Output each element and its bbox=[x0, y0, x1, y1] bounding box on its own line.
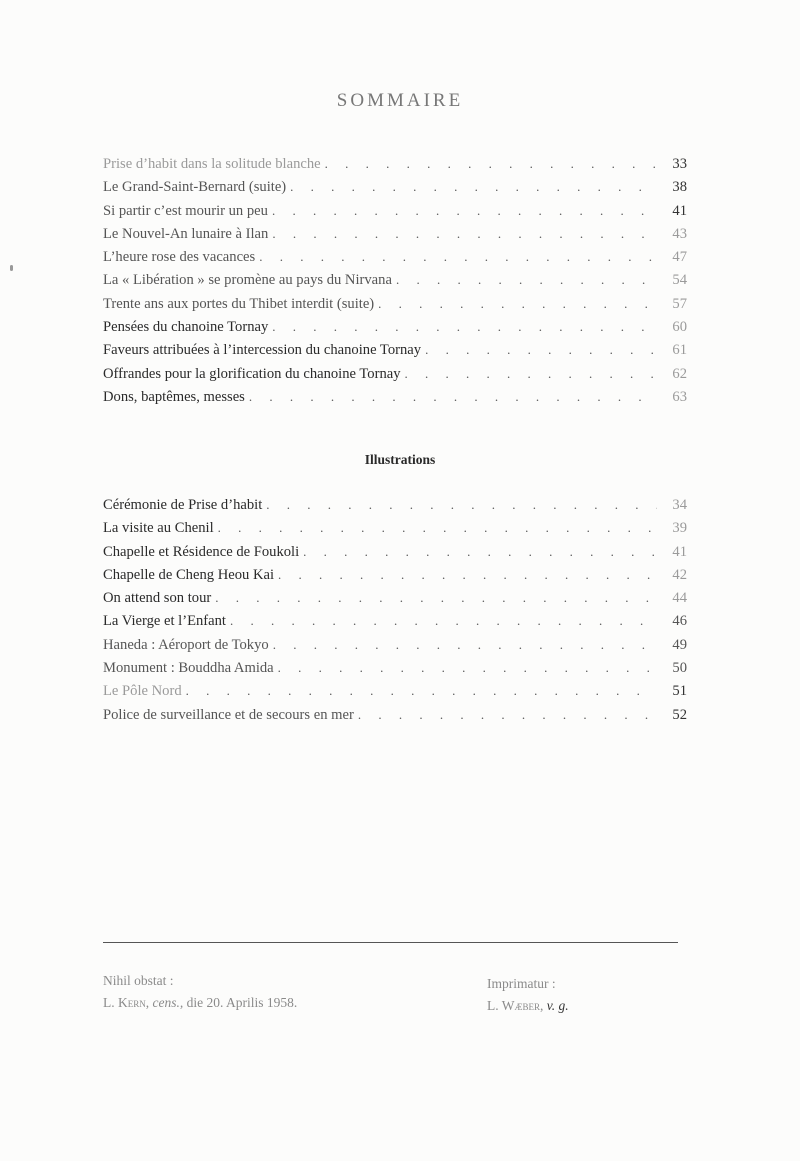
toc-page: 47 bbox=[672, 249, 687, 266]
toc-page: 43 bbox=[672, 225, 687, 242]
leader-dots bbox=[186, 679, 657, 702]
leader-dots bbox=[303, 540, 657, 563]
toc-title: Le Pôle Nord bbox=[103, 683, 182, 700]
leader-dots bbox=[425, 338, 657, 361]
leader-dots bbox=[215, 586, 657, 609]
toc-row bbox=[103, 152, 687, 175]
toc-row bbox=[103, 493, 687, 516]
toc-title: La « Libération » se promène au pays du Nirvana bbox=[103, 272, 392, 289]
toc-title: Monument : Bouddha Amida bbox=[103, 660, 274, 677]
toc-row bbox=[103, 222, 687, 245]
leader-dots bbox=[272, 315, 657, 338]
contents-list bbox=[103, 152, 687, 408]
toc-row bbox=[103, 385, 687, 408]
toc-row bbox=[103, 338, 687, 361]
toc-page: 57 bbox=[672, 295, 687, 312]
censor-date: die 20. Aprilis 1958. bbox=[186, 995, 298, 1010]
toc-page: 63 bbox=[672, 388, 687, 405]
toc-page: 42 bbox=[672, 566, 687, 583]
toc-row bbox=[103, 563, 687, 586]
toc-page: 54 bbox=[672, 272, 687, 289]
censor-line bbox=[103, 992, 297, 1014]
toc-title: Dons, baptêmes, messes bbox=[103, 388, 245, 405]
leader-dots bbox=[405, 362, 657, 385]
toc-row bbox=[103, 540, 687, 563]
illustrations-list bbox=[103, 493, 687, 726]
toc-title: Haneda : Aéroport de Tokyo bbox=[103, 636, 269, 653]
toc-title: Trente ans aux portes du Thibet interdit (suite) bbox=[103, 295, 375, 312]
censor-role: cens., bbox=[152, 995, 184, 1010]
toc-row bbox=[103, 362, 687, 385]
nihil-obstat-label: Nihil obstat : bbox=[103, 973, 174, 988]
toc-page: 41 bbox=[672, 543, 687, 560]
leader-dots bbox=[278, 563, 657, 586]
vicar-name: L. Wæber, bbox=[487, 998, 544, 1013]
toc-title: Le Grand-Saint-Bernard (suite) bbox=[103, 179, 287, 196]
leader-dots bbox=[259, 245, 657, 268]
page-title: SOMMAIRE bbox=[336, 90, 464, 111]
toc-row bbox=[103, 245, 687, 268]
toc-title: La visite au Chenil bbox=[103, 520, 214, 537]
toc-title: Prise d’habit dans la solitude blanche bbox=[103, 156, 321, 172]
toc-page: 62 bbox=[672, 365, 687, 382]
toc-row bbox=[103, 679, 687, 702]
leader-dots bbox=[218, 516, 657, 539]
toc-page: 61 bbox=[672, 342, 687, 359]
leader-dots bbox=[325, 152, 657, 175]
toc-row bbox=[103, 609, 687, 632]
vicar-line bbox=[487, 995, 569, 1017]
toc-row bbox=[103, 292, 687, 315]
toc-row bbox=[103, 175, 687, 198]
toc-row bbox=[103, 199, 687, 222]
toc-page: 49 bbox=[672, 636, 687, 653]
leader-dots bbox=[290, 175, 657, 198]
toc-row bbox=[103, 656, 687, 679]
toc-row bbox=[103, 586, 687, 609]
leader-dots bbox=[230, 609, 657, 632]
toc-title: Police de surveillance et de secours en mer bbox=[103, 706, 354, 723]
leader-dots bbox=[272, 222, 657, 245]
toc-title: La Vierge et l’Enfant bbox=[103, 613, 226, 630]
nihil-obstat-block bbox=[103, 970, 297, 1014]
toc-title: Cérémonie de Prise d’habit bbox=[103, 497, 263, 513]
toc-title: On attend son tour bbox=[103, 590, 212, 607]
leader-dots bbox=[358, 703, 657, 726]
toc-row bbox=[103, 516, 687, 539]
censor-name: L. Kern, bbox=[103, 995, 150, 1010]
toc-page: 33 bbox=[672, 156, 687, 172]
toc-title: Pensées du chanoine Tornay bbox=[103, 319, 269, 336]
toc-title: Faveurs attribuées à l’intercession du chanoine Tornay bbox=[103, 342, 422, 359]
toc-row bbox=[103, 268, 687, 291]
toc-title: Si partir c’est mourir un peu bbox=[103, 202, 268, 219]
leader-dots bbox=[378, 292, 657, 315]
toc-title: L’heure rose des vacances bbox=[103, 249, 256, 266]
leader-dots bbox=[266, 493, 657, 516]
toc-page: 41 bbox=[672, 202, 687, 219]
toc-page: 38 bbox=[672, 179, 687, 196]
toc-title: Offrandes pour la glorification du chanoine Tornay bbox=[103, 365, 401, 382]
horizontal-rule bbox=[103, 942, 678, 943]
toc-page: 52 bbox=[672, 706, 687, 723]
illustrations-heading: Illustrations bbox=[364, 452, 436, 467]
toc-page: 39 bbox=[672, 520, 687, 537]
toc-page: 34 bbox=[672, 497, 687, 513]
toc-page: 51 bbox=[672, 683, 687, 700]
toc-title: Le Nouvel-An lunaire à Ilan bbox=[103, 225, 269, 242]
toc-page: 60 bbox=[672, 319, 687, 336]
paper-speck bbox=[10, 265, 13, 271]
vicar-role: v. g. bbox=[546, 998, 569, 1013]
leader-dots bbox=[273, 633, 657, 656]
toc-page: 50 bbox=[672, 660, 687, 677]
leader-dots bbox=[249, 385, 657, 408]
toc-page: 46 bbox=[672, 613, 687, 630]
toc-page: 44 bbox=[672, 590, 687, 607]
toc-title: Chapelle de Cheng Heou Kai bbox=[103, 566, 275, 583]
imprimatur-label: Imprimatur : bbox=[487, 976, 556, 991]
imprimatur-block bbox=[487, 973, 569, 1017]
leader-dots bbox=[272, 199, 657, 222]
toc-row bbox=[103, 633, 687, 656]
toc-row bbox=[103, 315, 687, 338]
leader-dots bbox=[396, 268, 657, 291]
toc-title: Chapelle et Résidence de Foukoli bbox=[103, 543, 300, 560]
leader-dots bbox=[278, 656, 657, 679]
toc-row bbox=[103, 703, 687, 726]
